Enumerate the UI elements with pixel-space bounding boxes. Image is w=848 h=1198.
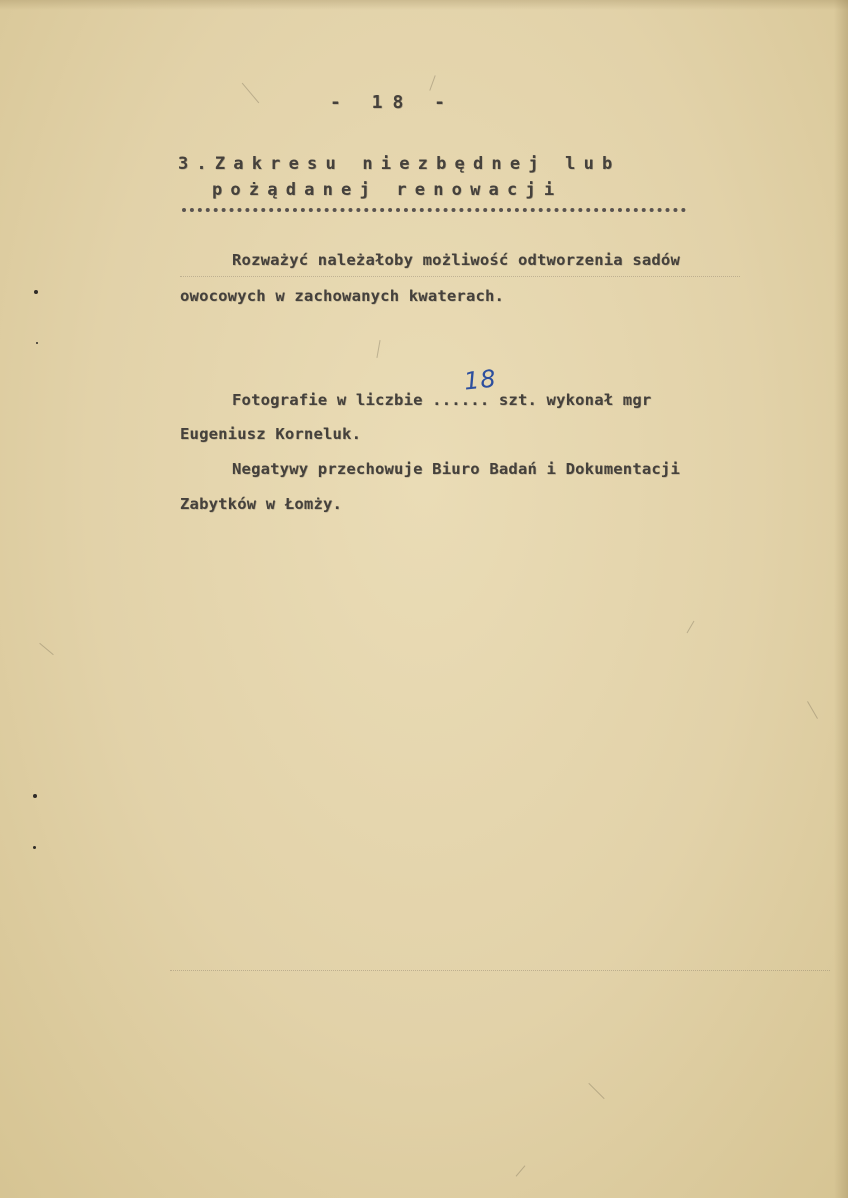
paragraph-3-line-1: Negatywy przechowuje Biuro Badań i Dokumentacji: [232, 460, 680, 478]
page-number: - 18 -: [330, 92, 456, 113]
paper-fiber: [376, 340, 380, 358]
handwritten-photo-count: 18: [462, 364, 498, 396]
paragraph-2-line-2: Eugeniusz Korneluk.: [180, 425, 362, 443]
margin-mark: [36, 342, 38, 344]
paper-fiber: [39, 643, 53, 655]
paragraph-3-line-2: Zabytków w Łomży.: [180, 495, 343, 513]
paper-fiber: [588, 1083, 604, 1099]
margin-mark: [33, 794, 37, 798]
section-heading-line-2: pożądanej renowacji: [212, 180, 563, 200]
paper-edge-top: [0, 0, 848, 10]
margin-mark: [34, 290, 38, 294]
heading-underline: [182, 208, 686, 212]
paper-fiber: [429, 75, 435, 90]
paper-fiber: [687, 621, 695, 634]
paper-texture-line: [180, 276, 740, 277]
paper-edge-right: [834, 0, 848, 1198]
paragraph-1-line-2: owocowych w zachowanych kwaterach.: [180, 287, 505, 305]
paper-fiber: [807, 701, 818, 719]
paragraph-1-line-1: Rozważyć należałoby możliwość odtworzenia sadów: [232, 251, 680, 269]
margin-mark: [33, 846, 36, 849]
paper-fiber: [516, 1165, 526, 1176]
paper-fiber: [242, 83, 259, 104]
paragraph-2-line-1: Fotografie w liczbie ...... szt. wykonał mgr: [232, 391, 652, 409]
section-heading-line-1: 3.Zakresu niezbędnej lub: [178, 154, 621, 174]
paper-texture-line: [170, 970, 830, 971]
